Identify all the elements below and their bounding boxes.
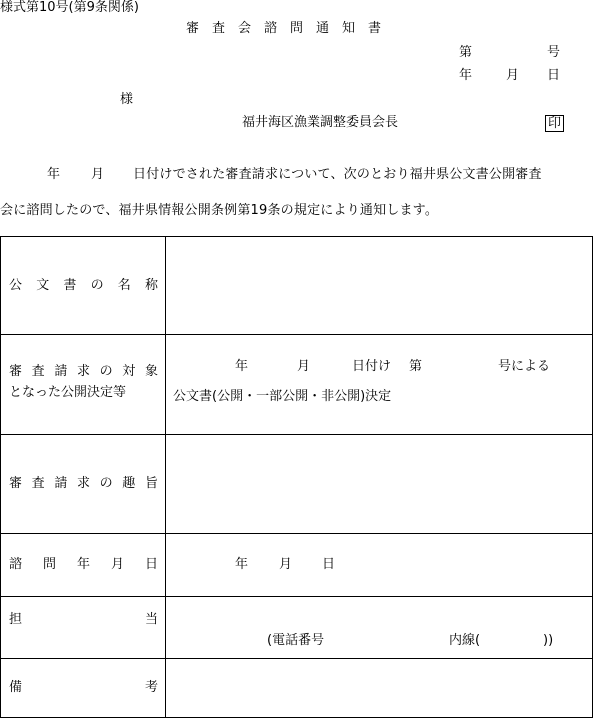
contact-phone-label: (電話番号 [267,633,325,648]
label-remarks: 備 考 [9,680,158,695]
row-value-inquiry-date [166,534,593,597]
target-year: 年 [235,359,249,374]
table-row [1,335,593,435]
info-table [0,236,593,718]
body-line-1: 日付けでされた審査請求について、次のとおり福井県公文書公開審査 [133,167,542,182]
target-month: 月 [297,359,311,374]
target-number-suffix: 号による [498,359,551,374]
row-value-document-name [166,237,593,335]
page-title: 審査会諮問通知書 [186,21,395,36]
row-label-request-purpose [1,435,166,534]
form-number: 様式第10号(第9条関係) [0,0,139,15]
label-contact: 担 当 [9,611,158,627]
row-label-request-target [1,335,166,435]
addressee-suffix: 様 [120,92,134,107]
table-row [1,435,593,534]
label-inquiry-date: 諮 問 年 月 日 [9,557,158,572]
inquiry-day: 日 [322,557,336,572]
table-row [1,659,593,718]
row-label-contact [1,597,166,659]
sender-name: 福井海区漁業調整委員会長 [242,115,399,130]
row-value-request-target [166,335,593,435]
target-number-prefix: 第 [409,359,423,374]
row-label-document-name [1,237,166,335]
contact-closing-paren: )) [543,633,554,648]
table-row [1,597,593,659]
inquiry-year: 年 [235,557,249,572]
doc-date-year: 年 [459,68,473,83]
row-label-inquiry-date [1,534,166,597]
label-request-target-line2: となった公開決定等 [9,385,127,400]
body-year: 年 [47,167,61,182]
body-line-2: 会に諮問したので、福井県情報公開条例第19条の規定により通知します。 [0,203,439,218]
label-document-name: 公 文 書 の 名 称 [9,277,158,293]
table-row [1,237,593,335]
body-month: 月 [91,167,105,182]
row-value-contact [166,597,593,659]
seal-mark: 印 [545,115,564,132]
inquiry-month: 月 [279,557,293,572]
row-value-request-purpose [166,435,593,534]
label-request-target-line1: 審 査 請 求 の 対 象 [9,364,158,379]
target-date-suffix: 日付け [352,359,392,374]
table-row [1,534,593,597]
doc-number-suffix: 号 [547,45,561,60]
doc-date-month: 月 [506,68,520,83]
doc-date-day: 日 [547,68,561,83]
row-label-remarks [1,659,166,718]
label-request-purpose: 審 査 請 求 の 趣 旨 [9,476,158,491]
doc-number-prefix: 第 [459,45,473,60]
target-decision-type: 公文書(公開・一部公開・非公開)決定 [173,389,392,404]
row-value-remarks [166,659,593,718]
contact-extension-label: 内線( [449,633,481,648]
